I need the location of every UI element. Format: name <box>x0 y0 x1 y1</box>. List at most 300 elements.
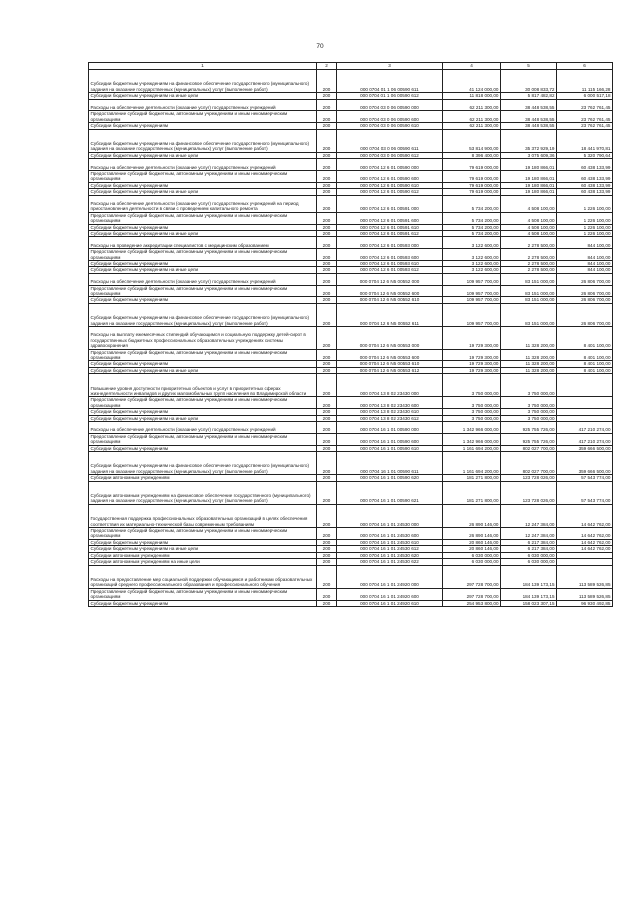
row-approved-amount: 5 734 200,00 <box>443 231 501 237</box>
row-description: Субсидии бюджетным учреждениям <box>89 224 317 230</box>
table-row <box>89 111 613 123</box>
row-executed-amount: 2 278 500,00 <box>501 267 557 273</box>
row-line-code: 200 <box>317 415 337 421</box>
row-approved-amount: 254 953 800,00 <box>443 600 501 606</box>
row-description: Субсидии автономным учреждениям на иные цели <box>89 559 317 565</box>
table-row <box>89 159 613 171</box>
row-executed-amount: 925 755 726,00 <box>501 422 557 434</box>
row-description: Субсидии бюджетным учреждениям на иные цели <box>89 267 317 273</box>
row-budget-code: 000 0704 16 1 01 00590 600 <box>337 433 443 445</box>
row-line-code: 200 <box>317 481 337 504</box>
row-unexecuted-amount: 57 543 774,00 <box>557 475 613 481</box>
row-executed-amount: 83 151 000,00 <box>501 297 557 303</box>
row-approved-amount: 62 211 300,00 <box>443 99 501 111</box>
table-row <box>89 397 613 409</box>
row-description: Расходы на выплату ежемесячных стипендий обучающимся и социальную поддержку детей-сирот в государственных бюджетных профессиональных образовательных учреждениях системы здравоохранения <box>89 327 317 350</box>
row-budget-code: 000 0704 13 8 02 23430 612 <box>337 415 443 421</box>
row-executed-amount: 5 817 482,82 <box>501 93 557 99</box>
row-approved-amount: 1 342 966 000,00 <box>443 433 501 445</box>
table-row <box>89 303 613 326</box>
table-row <box>89 374 613 397</box>
row-approved-amount: 19 729 300,00 <box>443 349 501 361</box>
header-row <box>89 63 613 70</box>
row-budget-code: 000 0704 01 1 06 00590 612 <box>337 93 443 99</box>
row-approved-amount: 19 729 300,00 <box>443 327 501 350</box>
page-number: 70 <box>316 43 324 50</box>
row-approved-amount: 5 734 200,00 <box>443 224 501 230</box>
row-executed-amount: 35 372 929,19 <box>501 129 557 152</box>
row-approved-amount: 3 122 600,00 <box>443 267 501 273</box>
row-line-code: 200 <box>317 327 337 350</box>
row-executed-amount: 38 448 538,55 <box>501 123 557 129</box>
row-executed-amount: 3 075 609,36 <box>501 152 557 158</box>
row-executed-amount: 925 755 726,00 <box>501 433 557 445</box>
row-unexecuted-amount: 60 438 133,99 <box>557 159 613 171</box>
row-line-code: 200 <box>317 409 337 415</box>
row-unexecuted-amount: 844 100,00 <box>557 261 613 267</box>
row-budget-code: 000 0704 13 8 02 23430 000 <box>337 374 443 397</box>
row-budget-code: 000 0704 01 1 06 00590 611 <box>337 70 443 93</box>
row-line-code: 200 <box>317 152 337 158</box>
row-approved-amount: 181 271 800,00 <box>443 481 501 504</box>
row-unexecuted-amount: 60 438 133,99 <box>557 171 613 183</box>
row-approved-amount: 297 728 700,00 <box>443 588 501 600</box>
row-budget-code: 000 0704 16 1 01 00590 000 <box>337 422 443 434</box>
row-approved-amount: 79 619 000,00 <box>443 159 501 171</box>
row-executed-amount: 123 728 026,00 <box>501 481 557 504</box>
row-executed-amount: 184 139 173,15 <box>501 588 557 600</box>
row-unexecuted-amount: 113 589 526,85 <box>557 588 613 600</box>
row-executed-amount: 4 508 100,00 <box>501 195 557 212</box>
row-executed-amount: 4 508 100,00 <box>501 224 557 230</box>
row-budget-code: 000 0704 12 6 N5 00553 612 <box>337 367 443 373</box>
row-approved-amount: 109 957 700,00 <box>443 273 501 285</box>
row-budget-code: 000 0704 03 0 06 00590 600 <box>337 111 443 123</box>
row-unexecuted-amount: 417 210 274,00 <box>557 433 613 445</box>
table-body <box>89 70 613 607</box>
row-approved-amount: 1 161 694 200,00 <box>443 445 501 451</box>
row-description: Расходы на обеспечение деятельности (оказание услуг) государственных учреждений <box>89 422 317 434</box>
row-budget-code: 000 0704 12 6 01 00591 612 <box>337 231 443 237</box>
row-line-code: 200 <box>317 367 337 373</box>
row-line-code: 200 <box>317 93 337 99</box>
row-budget-code: 000 0704 16 1 01 00590 610 <box>337 445 443 451</box>
table-row <box>89 237 613 249</box>
row-approved-amount: 3 750 000,00 <box>443 409 501 415</box>
row-line-code: 200 <box>317 552 337 558</box>
row-approved-amount: 5 734 200,00 <box>443 212 501 224</box>
row-description: Государственная поддержка профессиональных образовательных организаций в целях обеспечения соответствия их материально-технической базы современным требованиям <box>89 504 317 527</box>
row-description: Субсидии бюджетным учреждениям на финансовое обеспечение государственного (муниципального) задания на оказание государственных (муниципальных) услуг (выполнение работ) <box>89 129 317 152</box>
row-budget-code: 000 0704 12 6 N5 00552 611 <box>337 303 443 326</box>
row-executed-amount: 2 278 500,00 <box>501 261 557 267</box>
row-line-code: 200 <box>317 588 337 600</box>
row-unexecuted-amount: 23 762 761,45 <box>557 123 613 129</box>
row-executed-amount: 6 217 384,00 <box>501 546 557 552</box>
row-unexecuted-amount: 8 401 100,00 <box>557 367 613 373</box>
row-description: Предоставление субсидий бюджетным, автономным учреждениям и иным некоммерческим организациям <box>89 433 317 445</box>
row-unexecuted-amount: 113 589 526,85 <box>557 565 613 588</box>
row-approved-amount: 3 750 000,00 <box>443 374 501 397</box>
row-line-code: 200 <box>317 600 337 606</box>
table-row <box>89 600 613 606</box>
column-header: 6 <box>557 63 613 70</box>
row-approved-amount: 19 729 300,00 <box>443 367 501 373</box>
table-row <box>89 70 613 93</box>
row-line-code: 200 <box>317 224 337 230</box>
row-executed-amount: 12 247 384,00 <box>501 504 557 527</box>
row-description: Предоставление субсидий бюджетным, автономным учреждениям и иным некоммерческим организациям <box>89 212 317 224</box>
row-line-code: 200 <box>317 261 337 267</box>
row-approved-amount: 3 122 600,00 <box>443 237 501 249</box>
row-approved-amount: 62 211 300,00 <box>443 111 501 123</box>
row-unexecuted-amount: 5 320 790,64 <box>557 152 613 158</box>
row-description: Субсидии бюджетным учреждениям на иные цели <box>89 231 317 237</box>
row-unexecuted-amount: 26 806 700,00 <box>557 285 613 297</box>
table-row <box>89 249 613 261</box>
row-budget-code: 000 0704 03 0 06 00590 612 <box>337 152 443 158</box>
row-unexecuted-amount: 8 401 100,00 <box>557 361 613 367</box>
row-unexecuted-amount: 14 642 762,00 <box>557 504 613 527</box>
row-description: Субсидии бюджетным учреждениям <box>89 261 317 267</box>
row-description: Субсидии бюджетным учреждениям на иные цели <box>89 415 317 421</box>
table-row <box>89 171 613 183</box>
table-row <box>89 452 613 475</box>
row-approved-amount: 3 750 000,00 <box>443 415 501 421</box>
row-line-code: 200 <box>317 565 337 588</box>
row-description: Повышение уровня доступности приоритетных объектов и услуг в приоритетных сферах жизнедеятельности инвалидов и других маломобильных групп населения во Владимирской области <box>89 374 317 397</box>
row-description: Субсидии бюджетным учреждениям на иные цели <box>89 546 317 552</box>
row-unexecuted-amount: 844 100,00 <box>557 237 613 249</box>
row-approved-amount: 6 030 000,00 <box>443 559 501 565</box>
row-line-code: 200 <box>317 546 337 552</box>
row-description: Субсидии бюджетным учреждениям на иные цели <box>89 189 317 195</box>
row-description: Субсидии автономным учреждениям <box>89 475 317 481</box>
row-executed-amount: 184 139 173,15 <box>501 565 557 588</box>
row-approved-amount: 19 729 300,00 <box>443 361 501 367</box>
row-line-code: 200 <box>317 195 337 212</box>
row-description: Субсидии бюджетным учреждениям на финансовое обеспечение государственного (муниципального) задания на оказание государственных (муниципальных) услуг (выполнение работ) <box>89 452 317 475</box>
row-budget-code: 000 0704 16 1 01 00590 611 <box>337 452 443 475</box>
row-description: Предоставление субсидий бюджетным, автономным учреждениям и иным некоммерческим организациям <box>89 171 317 183</box>
row-executed-amount: 2 278 500,00 <box>501 237 557 249</box>
table-row <box>89 285 613 297</box>
row-executed-amount: 11 328 200,00 <box>501 327 557 350</box>
row-executed-amount: 12 247 384,00 <box>501 528 557 540</box>
row-budget-code: 000 0704 12 6 01 00593 000 <box>337 237 443 249</box>
row-executed-amount: 802 027 700,00 <box>501 445 557 451</box>
row-unexecuted-amount: 23 762 761,45 <box>557 99 613 111</box>
table-row <box>89 504 613 527</box>
row-line-code: 200 <box>317 182 337 188</box>
row-line-code: 200 <box>317 452 337 475</box>
row-approved-amount: 8 396 400,00 <box>443 152 501 158</box>
row-line-code: 200 <box>317 267 337 273</box>
row-approved-amount: 5 734 200,00 <box>443 195 501 212</box>
row-approved-amount: 297 728 700,00 <box>443 565 501 588</box>
row-description: Расходы на обеспечение деятельности (оказание услуг) государственных учреждений <box>89 273 317 285</box>
row-approved-amount: 79 619 000,00 <box>443 171 501 183</box>
row-budget-code: 000 0704 03 0 06 00590 610 <box>337 123 443 129</box>
row-unexecuted-amount: 26 806 700,00 <box>557 303 613 326</box>
column-header: 2 <box>317 63 337 70</box>
row-unexecuted-amount: 1 226 100,00 <box>557 195 613 212</box>
row-description: Субсидии бюджетным учреждениям <box>89 297 317 303</box>
row-budget-code: 000 0704 16 1 01 24530 620 <box>337 552 443 558</box>
table-row <box>89 99 613 111</box>
table-row <box>89 481 613 504</box>
row-unexecuted-amount: 844 100,00 <box>557 249 613 261</box>
row-unexecuted-amount: 14 642 762,00 <box>557 546 613 552</box>
row-description: Субсидии автономным учреждениям <box>89 552 317 558</box>
row-approved-amount: 3 122 600,00 <box>443 249 501 261</box>
row-line-code: 200 <box>317 212 337 224</box>
column-header: 4 <box>443 63 501 70</box>
row-executed-amount: 19 180 866,01 <box>501 159 557 171</box>
row-budget-code: 000 0704 13 8 02 23430 600 <box>337 397 443 409</box>
row-approved-amount: 20 860 146,00 <box>443 546 501 552</box>
row-approved-amount: 62 211 300,00 <box>443 123 501 129</box>
row-approved-amount: 1 342 966 000,00 <box>443 422 501 434</box>
row-executed-amount: 4 508 100,00 <box>501 212 557 224</box>
row-unexecuted-amount: 1 226 100,00 <box>557 231 613 237</box>
row-executed-amount: 38 448 538,55 <box>501 99 557 111</box>
column-header: 5 <box>501 63 557 70</box>
table-row <box>89 327 613 350</box>
row-approved-amount: 20 860 146,00 <box>443 539 501 545</box>
row-description: Субсидии бюджетным учреждениям на финансовое обеспечение государственного (муниципального) задания на оказание государственных (муниципальных) услуг (выполнение работ) <box>89 303 317 326</box>
row-unexecuted-amount: 844 100,00 <box>557 267 613 273</box>
row-unexecuted-amount: 8 401 100,00 <box>557 327 613 350</box>
table-row <box>89 273 613 285</box>
row-unexecuted-amount: 60 438 133,99 <box>557 189 613 195</box>
row-unexecuted-amount <box>557 374 613 397</box>
row-executed-amount: 3 750 000,00 <box>501 415 557 421</box>
row-budget-code: 000 0704 16 1 01 24530 622 <box>337 559 443 565</box>
table-row <box>89 212 613 224</box>
row-unexecuted-amount: 26 806 700,00 <box>557 297 613 303</box>
row-unexecuted-amount: 57 543 774,00 <box>557 481 613 504</box>
row-line-code: 200 <box>317 249 337 261</box>
row-description: Субсидии автономным учреждениям на финансовое обеспечение государственного (муниципального) задания на оказание государственных (муниципальных) услуг (выполнение работ) <box>89 481 317 504</box>
row-budget-code: 000 0704 16 1 01 24530 610 <box>337 539 443 545</box>
row-line-code: 200 <box>317 445 337 451</box>
row-description: Предоставление субсидий бюджетным, автономным учреждениям и иным некоммерческим организациям <box>89 249 317 261</box>
row-approved-amount: 3 750 000,00 <box>443 397 501 409</box>
row-unexecuted-amount: 14 642 762,00 <box>557 528 613 540</box>
row-budget-code: 000 0704 16 1 01 24920 610 <box>337 600 443 606</box>
row-description: Расходы на обеспечение деятельности (оказание услуг) государственных учреждений на период приостановления деятельности в связи с проведением капитального ремонта <box>89 195 317 212</box>
row-unexecuted-amount: 359 666 500,00 <box>557 445 613 451</box>
row-budget-code: 000 0704 12 6 01 00591 610 <box>337 224 443 230</box>
row-executed-amount: 83 151 000,00 <box>501 273 557 285</box>
table-row <box>89 588 613 600</box>
row-line-code: 200 <box>317 70 337 93</box>
row-executed-amount: 19 180 866,01 <box>501 189 557 195</box>
row-budget-code: 000 0704 16 1 01 24920 600 <box>337 588 443 600</box>
row-unexecuted-amount: 417 210 274,00 <box>557 422 613 434</box>
row-description: Предоставление субсидий бюджетным, автономным учреждениям и иным некоммерческим организациям <box>89 285 317 297</box>
row-budget-code: 000 0704 12 6 01 00590 600 <box>337 171 443 183</box>
row-executed-amount: 3 750 000,00 <box>501 397 557 409</box>
row-description: Расходы на проведение аккредитации специалистов с медицинским образованием <box>89 237 317 249</box>
row-approved-amount: 26 890 146,00 <box>443 528 501 540</box>
row-executed-amount: 83 151 000,00 <box>501 303 557 326</box>
row-budget-code: 000 0704 12 6 01 00591 000 <box>337 195 443 212</box>
row-unexecuted-amount <box>557 397 613 409</box>
row-budget-code: 000 0704 12 6 N5 00553 000 <box>337 327 443 350</box>
row-description: Расходы на предоставление мер социальной поддержки обучающимся и работникам образовательных организаций среднего профессионального образования и профессионального обучения <box>89 565 317 588</box>
row-budget-code: 000 0704 16 1 01 00590 621 <box>337 481 443 504</box>
row-executed-amount: 11 328 200,00 <box>501 367 557 373</box>
row-description: Предоставление субсидий бюджетным, автономным учреждениям и иным некоммерческим организациям <box>89 397 317 409</box>
row-line-code: 200 <box>317 285 337 297</box>
row-line-code: 200 <box>317 475 337 481</box>
row-approved-amount: 181 271 800,00 <box>443 475 501 481</box>
row-description: Субсидии бюджетным учреждениям на иные цели <box>89 367 317 373</box>
row-approved-amount: 41 124 000,00 <box>443 70 501 93</box>
row-executed-amount: 19 180 866,01 <box>501 182 557 188</box>
row-line-code: 200 <box>317 159 337 171</box>
row-approved-amount: 26 890 146,00 <box>443 504 501 527</box>
row-budget-code: 000 0704 16 1 01 24530 600 <box>337 528 443 540</box>
row-executed-amount: 6 030 000,00 <box>501 559 557 565</box>
row-budget-code: 000 0704 03 0 06 00590 611 <box>337 129 443 152</box>
row-budget-code: 000 0704 12 6 01 00593 600 <box>337 249 443 261</box>
row-line-code: 200 <box>317 539 337 545</box>
row-description: Предоставление субсидий бюджетным, автономным учреждениям и иным некоммерческим организациям <box>89 528 317 540</box>
table-row <box>89 422 613 434</box>
row-executed-amount: 3 750 000,00 <box>501 409 557 415</box>
table-row <box>89 349 613 361</box>
row-executed-amount: 38 448 538,55 <box>501 111 557 123</box>
row-executed-amount: 11 328 200,00 <box>501 349 557 361</box>
row-description: Предоставление субсидий бюджетным, автономным учреждениям и иным некоммерческим организациям <box>89 349 317 361</box>
row-budget-code: 000 0704 12 6 N5 00552 000 <box>337 273 443 285</box>
row-budget-code: 000 0704 12 6 N5 00553 610 <box>337 361 443 367</box>
row-budget-code: 000 0704 16 1 01 24530 612 <box>337 546 443 552</box>
row-approved-amount: 109 957 700,00 <box>443 297 501 303</box>
row-approved-amount: 53 814 900,00 <box>443 129 501 152</box>
row-description: Субсидии бюджетным учреждениям <box>89 123 317 129</box>
row-unexecuted-amount: 14 642 762,00 <box>557 539 613 545</box>
row-executed-amount: 123 728 026,00 <box>501 475 557 481</box>
row-line-code: 200 <box>317 397 337 409</box>
row-line-code: 200 <box>317 374 337 397</box>
row-description: Расходы на обеспечение деятельности (оказание услуг) государственных учреждений <box>89 159 317 171</box>
row-approved-amount: 6 030 000,00 <box>443 552 501 558</box>
row-approved-amount: 109 957 700,00 <box>443 303 501 326</box>
row-line-code: 200 <box>317 123 337 129</box>
row-budget-code: 000 0704 12 6 01 00593 610 <box>337 261 443 267</box>
row-unexecuted-amount: 1 226 100,00 <box>557 212 613 224</box>
row-line-code: 200 <box>317 361 337 367</box>
row-budget-code: 000 0704 12 6 01 00593 612 <box>337 267 443 273</box>
row-approved-amount: 1 161 694 200,00 <box>443 452 501 475</box>
row-description: Предоставление субсидий бюджетным, автономным учреждениям и иным некоммерческим организациям <box>89 588 317 600</box>
row-executed-amount: 6 030 000,00 <box>501 552 557 558</box>
row-description: Расходы на обеспечение деятельности (оказание услуг) государственных учреждений <box>89 99 317 111</box>
row-budget-code: 000 0704 12 6 01 00590 610 <box>337 182 443 188</box>
row-line-code: 200 <box>317 171 337 183</box>
row-executed-amount: 83 151 000,00 <box>501 285 557 297</box>
row-line-code: 200 <box>317 504 337 527</box>
row-executed-amount: 4 508 100,00 <box>501 231 557 237</box>
row-line-code: 200 <box>317 273 337 285</box>
row-executed-amount: 3 750 000,00 <box>501 374 557 397</box>
row-line-code: 200 <box>317 422 337 434</box>
row-line-code: 200 <box>317 297 337 303</box>
row-description: Субсидии бюджетным учреждениям на финансовое обеспечение государственного (муниципального) задания на оказание государственных (муниципальных) услуг (выполнение работ) <box>89 70 317 93</box>
row-approved-amount: 79 619 000,00 <box>443 189 501 195</box>
row-line-code: 200 <box>317 237 337 249</box>
row-budget-code: 000 0704 12 6 01 00590 612 <box>337 189 443 195</box>
row-budget-code: 000 0704 12 6 N5 00552 610 <box>337 297 443 303</box>
row-unexecuted-amount: 26 806 700,00 <box>557 273 613 285</box>
row-budget-code: 000 0704 13 8 02 23430 610 <box>337 409 443 415</box>
row-line-code: 200 <box>317 349 337 361</box>
row-description: Субсидии бюджетным учреждениям на иные цели <box>89 93 317 99</box>
row-unexecuted-amount: 1 226 100,00 <box>557 224 613 230</box>
row-unexecuted-amount: 359 666 500,00 <box>557 452 613 475</box>
row-description: Субсидии бюджетным учреждениям <box>89 182 317 188</box>
row-approved-amount: 79 619 000,00 <box>443 182 501 188</box>
column-header: 3 <box>337 63 443 70</box>
row-description: Предоставление субсидий бюджетным, автономным учреждениям и иным некоммерческим организациям <box>89 111 317 123</box>
row-budget-code: 000 0704 12 6 N5 00553 600 <box>337 349 443 361</box>
row-approved-amount: 11 818 000,00 <box>443 93 501 99</box>
budget-execution-table <box>88 62 613 607</box>
column-header: 1 <box>89 63 317 70</box>
row-budget-code: 000 0704 16 1 01 00590 620 <box>337 475 443 481</box>
row-line-code: 200 <box>317 231 337 237</box>
row-description: Субсидии бюджетным учреждениям <box>89 361 317 367</box>
row-budget-code: 000 0704 16 1 01 24920 000 <box>337 565 443 588</box>
row-unexecuted-amount: 6 000 517,18 <box>557 93 613 99</box>
table-row <box>89 195 613 212</box>
table-row <box>89 528 613 540</box>
row-executed-amount: 19 180 866,01 <box>501 171 557 183</box>
row-line-code: 200 <box>317 433 337 445</box>
row-approved-amount: 3 122 600,00 <box>443 261 501 267</box>
row-budget-code: 000 0704 12 6 01 00591 600 <box>337 212 443 224</box>
row-unexecuted-amount: 11 115 166,28 <box>557 70 613 93</box>
row-description: Субсидии бюджетным учреждениям на иные цели <box>89 152 317 158</box>
row-executed-amount: 6 217 384,00 <box>501 539 557 545</box>
row-line-code: 200 <box>317 111 337 123</box>
row-unexecuted-amount: 8 401 100,00 <box>557 349 613 361</box>
row-executed-amount: 802 027 700,00 <box>501 452 557 475</box>
table-row <box>89 433 613 445</box>
row-line-code: 200 <box>317 189 337 195</box>
row-line-code: 200 <box>317 99 337 111</box>
row-budget-code: 000 0704 16 1 01 24530 000 <box>337 504 443 527</box>
row-approved-amount: 109 957 700,00 <box>443 285 501 297</box>
row-description: Субсидии бюджетным учреждениям <box>89 445 317 451</box>
row-description: Субсидии бюджетным учреждениям <box>89 539 317 545</box>
row-description: Субсидии бюджетным учреждениям <box>89 600 317 606</box>
row-description: Субсидии бюджетным учреждениям <box>89 409 317 415</box>
row-unexecuted-amount: 96 930 492,85 <box>557 600 613 606</box>
row-line-code: 200 <box>317 129 337 152</box>
row-budget-code: 000 0704 12 6 N5 00552 600 <box>337 285 443 297</box>
row-unexecuted-amount: 23 762 761,45 <box>557 111 613 123</box>
table-row <box>89 129 613 152</box>
row-executed-amount: 11 328 200,00 <box>501 361 557 367</box>
row-line-code: 200 <box>317 528 337 540</box>
row-unexecuted-amount: 60 438 133,99 <box>557 182 613 188</box>
row-executed-amount: 158 023 307,15 <box>501 600 557 606</box>
